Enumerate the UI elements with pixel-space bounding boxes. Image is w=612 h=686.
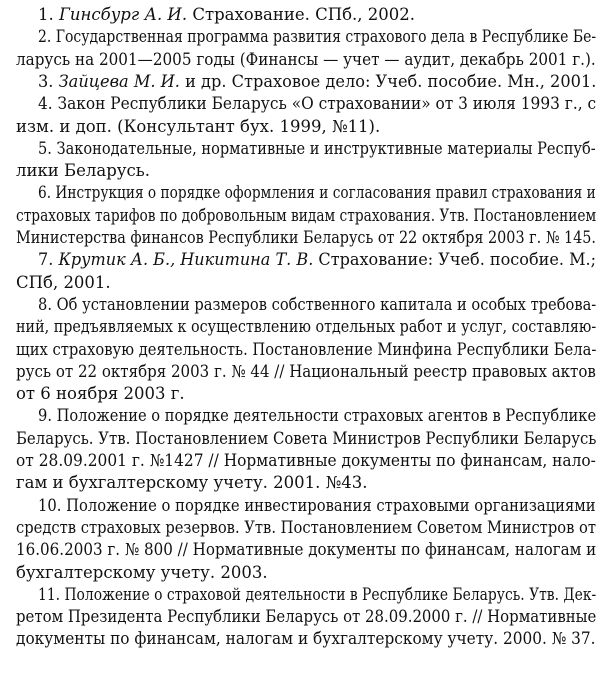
reference-text: Инструкция о порядке оформления и согласования правил страхования и bbox=[51, 183, 596, 203]
reference-entry-first-line bbox=[38, 294, 596, 316]
reference-text: Беларусь. Утв. Постановлением Совета Министров Республики Беларусь bbox=[16, 428, 597, 448]
reference-number: 8. bbox=[38, 294, 52, 314]
reference-list bbox=[0, 4, 612, 686]
reference-text: СПб, 2001. bbox=[16, 272, 111, 292]
reference-entry-line bbox=[16, 272, 111, 294]
reference-entry-line bbox=[16, 472, 368, 494]
reference-entry-line bbox=[16, 517, 596, 539]
reference-entry-first-line bbox=[38, 93, 596, 115]
reference-number: 6. bbox=[38, 183, 52, 203]
reference-number: 5. bbox=[38, 138, 52, 158]
reference-text: ний, предъявляемых к осуществлению отдельных работ и услуг, составляю- bbox=[16, 317, 597, 337]
reference-entry-first-line bbox=[38, 495, 596, 517]
reference-text: Положение о страховой деятельности в Республике Беларусь. Утв. Дек- bbox=[60, 584, 597, 604]
reference-text: Положение о порядке деятельности страховых агентов в Республике bbox=[51, 406, 597, 426]
reference-text: щих страховую деятельность. Постановление Минфина Республики Бела- bbox=[16, 339, 597, 359]
reference-entry-first-line bbox=[38, 138, 596, 160]
reference-text: гам и бухгалтерскому учету. 2001. №43. bbox=[16, 473, 368, 493]
reference-number: 2. bbox=[38, 27, 52, 47]
reference-author: Зайцева М. И. bbox=[58, 71, 180, 91]
reference-entry-first-line bbox=[38, 71, 596, 93]
reference-entry-line bbox=[16, 116, 380, 138]
reference-text: ретом Президента Республики Беларусь от 28.09.2000 г. // Нормативные bbox=[16, 607, 597, 627]
reference-text: Страхование. СПб., 2002. bbox=[187, 5, 416, 24]
reference-text: Закон Республики Беларусь «О страховании» от 3 июля 1993 г., с bbox=[52, 94, 597, 114]
reference-number: 3. bbox=[38, 71, 59, 91]
reference-entry-first-line bbox=[38, 4, 415, 26]
reference-entry-line bbox=[16, 428, 596, 450]
reference-text: от 6 ноября 2003 г. bbox=[16, 384, 185, 404]
reference-entry-first-line bbox=[38, 405, 596, 427]
reference-number: 1. bbox=[38, 5, 59, 24]
reference-entry-line bbox=[16, 606, 596, 628]
reference-text: ларусь на 2001—2005 годы (Финансы — учет — аудит, декабрь 2001 г.). bbox=[16, 49, 596, 69]
reference-text: Об установлении размеров собственного капитала и особых требова- bbox=[51, 294, 597, 314]
reference-text: Законодательные, нормативные и инструктивные материалы Респуб- bbox=[51, 138, 596, 158]
reference-entry-line bbox=[16, 361, 596, 383]
reference-entry-first-line bbox=[38, 26, 596, 48]
reference-entry-line bbox=[16, 562, 268, 584]
reference-entry-line bbox=[16, 205, 596, 227]
reference-number: 7. bbox=[38, 250, 59, 270]
reference-text: Государственная программа развития страхового дела в Республике Бе- bbox=[51, 27, 597, 47]
reference-text: Положение о порядке инвестирования страховыми организациями bbox=[61, 495, 596, 515]
reference-text: Страхование: Учеб. пособие. М.; bbox=[313, 250, 597, 270]
reference-text: Министерства финансов Республики Беларусь от 22 октября 2003 г. № 145. bbox=[16, 228, 596, 247]
reference-number: 10. bbox=[38, 495, 62, 515]
reference-entry-line bbox=[16, 628, 596, 650]
reference-entry-line bbox=[16, 539, 596, 561]
reference-author: Крутик А. Б., Никитина Т. В. bbox=[58, 250, 314, 270]
reference-entry-first-line bbox=[38, 584, 596, 606]
reference-text: и др. Страховое дело: Учеб. пособие. Мн., 2001. bbox=[179, 71, 597, 91]
reference-text: документы по финансам, налогам и бухгалтерскому учету. 2000. № 37. bbox=[16, 629, 596, 649]
reference-text: страховых тарифов по добровольным видам страхования. Утв. Постановлением bbox=[16, 205, 597, 225]
reference-entry-line bbox=[16, 316, 596, 338]
reference-text: лики Беларусь. bbox=[16, 161, 150, 181]
reference-text: русь от 22 октября 2003 г. № 44 // Национальный реестр правовых актов bbox=[16, 361, 596, 381]
reference-text: изм. и доп. (Консультант бух. 1999, №11). bbox=[16, 116, 381, 136]
reference-entry-line bbox=[16, 160, 150, 182]
reference-entry-first-line bbox=[38, 249, 596, 271]
reference-entry-line bbox=[16, 450, 596, 472]
reference-text: средств страховых резервов. Утв. Постановлением Советом Министров от bbox=[16, 517, 597, 537]
reference-entry-line bbox=[16, 49, 596, 71]
reference-entry-line bbox=[16, 383, 185, 405]
reference-text: бухгалтерскому учету. 2003. bbox=[16, 562, 268, 582]
reference-number: 4. bbox=[38, 94, 53, 114]
reference-number: 11. bbox=[38, 584, 61, 604]
reference-number: 9. bbox=[38, 406, 52, 426]
reference-text: 16.06.2003 г. № 800 // Нормативные документы по финансам, налогам и bbox=[16, 540, 597, 560]
reference-entry-first-line bbox=[38, 182, 596, 204]
reference-author: Гинсбург А. И. bbox=[59, 5, 188, 24]
reference-entry-line bbox=[16, 339, 596, 361]
reference-entry-line bbox=[16, 227, 596, 249]
reference-text: от 28.09.2001 г. №1427 // Нормативные документы по финансам, нало- bbox=[16, 451, 596, 470]
